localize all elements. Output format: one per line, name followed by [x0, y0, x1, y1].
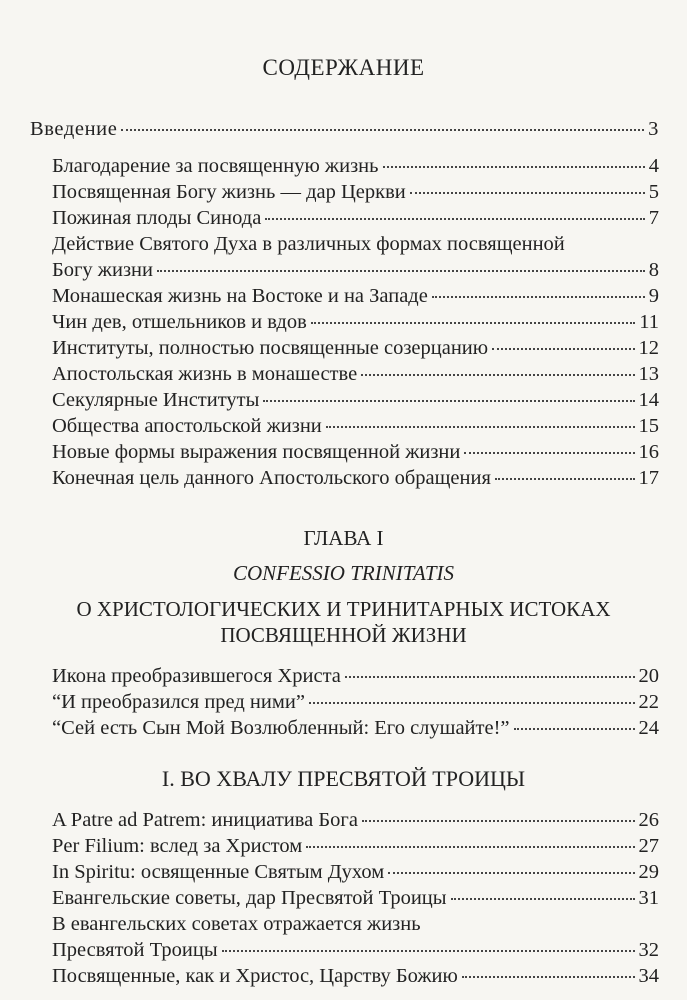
toc-entry[interactable]	[52, 180, 659, 204]
toc-entry-title: Пресвятой Троицы	[52, 939, 218, 961]
toc-entry-page: 8	[648, 259, 659, 281]
toc-entry[interactable]	[52, 284, 659, 308]
toc-entry[interactable]	[52, 310, 659, 334]
toc-entry-title: Чин дев, отшельников и вдов	[52, 311, 307, 333]
toc-entry-title: Благодарение за посвященную жизнь	[52, 155, 379, 177]
toc-entry-page: 9	[648, 285, 659, 307]
toc-entry-title: Апостольская жизнь в монашестве	[52, 363, 358, 385]
page-title: СОДЕРЖАНИЕ	[262, 55, 425, 80]
dot-leader	[361, 374, 634, 376]
dot-leader	[326, 426, 635, 428]
dot-leader	[388, 872, 634, 874]
toc-entry-page: 31	[638, 887, 659, 909]
toc-entry-title: “Сей есть Сын Мой Возлюбленный: Его слушайте!”	[52, 717, 510, 739]
toc-entry-page: 16	[638, 441, 659, 463]
toc-entry-page: 34	[638, 965, 659, 987]
toc-entry[interactable]	[52, 440, 659, 464]
toc-entry[interactable]	[52, 206, 659, 230]
dot-leader	[222, 950, 635, 952]
dot-leader	[306, 846, 634, 848]
toc-entry-page: 7	[648, 207, 659, 229]
toc-entry-page: 27	[638, 835, 659, 857]
toc-entry[interactable]	[52, 938, 659, 962]
toc-entry[interactable]	[52, 414, 659, 438]
dot-leader	[362, 820, 635, 822]
toc-entry-title: Введение	[30, 118, 118, 140]
toc-entry[interactable]	[52, 886, 659, 910]
toc-entry-title: Икона преобразившегося Христа	[52, 665, 341, 687]
toc-entry[interactable]	[52, 154, 659, 178]
toc-entry[interactable]	[52, 860, 659, 884]
toc-entry[interactable]	[52, 964, 659, 988]
toc-entry-page: 24	[638, 717, 659, 739]
toc-entry-title: “И преобразился пред ними”	[52, 691, 305, 713]
toc-entry-intro[interactable]	[30, 117, 659, 141]
toc-entry-title: Конечная цель данного Апостольского обращения	[52, 467, 491, 489]
toc-entry[interactable]	[52, 336, 659, 360]
toc-entry-title: Институты, полностью посвященные созерцанию	[52, 337, 489, 359]
toc-entry[interactable]	[52, 362, 659, 386]
toc-entry-title: Богу жизни	[52, 259, 153, 281]
toc-entry-page: 12	[638, 337, 659, 359]
toc-entry-title: Пожиная плоды Синода	[52, 207, 262, 229]
dot-leader	[309, 702, 635, 704]
chapter-label: ГЛАВА I	[303, 526, 384, 550]
toc-entry[interactable]	[52, 834, 659, 858]
chapter-latin-title: CONFESSIO TRINITATIS	[232, 561, 455, 585]
toc-entry-title-line1: В евангельских советах отражается жизнь	[52, 913, 421, 935]
toc-entry-page: 3	[648, 118, 659, 140]
toc-entry-page: 26	[638, 809, 659, 831]
toc-entry-title: In Spiritu: освященные Святым Духом	[52, 861, 385, 883]
dot-leader	[263, 400, 634, 402]
toc-entry-page: 4	[648, 155, 659, 177]
toc-entry-page: 17	[638, 467, 659, 489]
dot-leader	[410, 192, 645, 194]
section-title: I. ВО ХВАЛУ ПРЕСВЯТОЙ ТРОИЦЫ	[161, 766, 526, 791]
toc-entry-page: 29	[638, 861, 659, 883]
toc-entry-page: 11	[639, 311, 659, 333]
toc-entry-page: 13	[638, 363, 659, 385]
toc-entry[interactable]	[52, 664, 659, 688]
dot-leader	[492, 348, 634, 350]
dot-leader	[462, 976, 635, 978]
toc-entry-page: 32	[638, 939, 659, 961]
toc-entry-page: 15	[638, 415, 659, 437]
toc-entry[interactable]	[52, 258, 659, 282]
toc-entry-title: Секулярные Институты	[52, 389, 260, 411]
dot-leader	[514, 728, 635, 730]
toc-entry-page: 14	[638, 389, 659, 411]
toc-entry[interactable]	[52, 690, 659, 714]
dot-leader	[265, 218, 644, 220]
toc-entry-title: A Patre ad Patrem: инициатива Бога	[52, 809, 358, 831]
toc-entry-title: Новые формы выражения посвященной жизни	[52, 441, 461, 463]
dot-leader	[495, 478, 635, 480]
toc-entry[interactable]	[52, 388, 659, 412]
dot-leader	[464, 452, 634, 454]
toc-entry-title: Общества апостольской жизни	[52, 415, 322, 437]
toc-entry[interactable]	[52, 808, 659, 832]
toc-entry-title: Per Filium: вслед за Христом	[52, 835, 303, 857]
dot-leader	[383, 166, 645, 168]
toc-entry[interactable]	[52, 466, 659, 490]
dot-leader	[157, 270, 645, 272]
toc-entry-page: 22	[638, 691, 659, 713]
dot-leader	[121, 129, 644, 131]
toc-entry-page: 5	[648, 181, 659, 203]
toc-entry-title-line1: Действие Святого Духа в различных формах посвященной	[52, 233, 565, 255]
toc-entry-title: Евангельские советы, дар Пресвятой Троицы	[52, 887, 447, 909]
dot-leader	[345, 676, 635, 678]
toc-entry-title: Посвященная Богу жизнь — дар Церкви	[52, 181, 406, 203]
chapter-subtitle-line1: О ХРИСТОЛОГИЧЕСКИХ И ТРИНИТАРНЫХ ИСТОКАХ	[76, 597, 611, 621]
dot-leader	[432, 296, 645, 298]
dot-leader	[451, 898, 635, 900]
toc-entry-page: 20	[638, 665, 659, 687]
toc-entry[interactable]	[52, 716, 659, 740]
dot-leader	[311, 322, 635, 324]
toc-entry-title: Посвященные, как и Христос, Царству Божию	[52, 965, 458, 987]
toc-entry-title: Монашеская жизнь на Востоке и на Западе	[52, 285, 428, 307]
chapter-subtitle-line2: ПОСВЯЩЕННОЙ ЖИЗНИ	[220, 623, 467, 647]
